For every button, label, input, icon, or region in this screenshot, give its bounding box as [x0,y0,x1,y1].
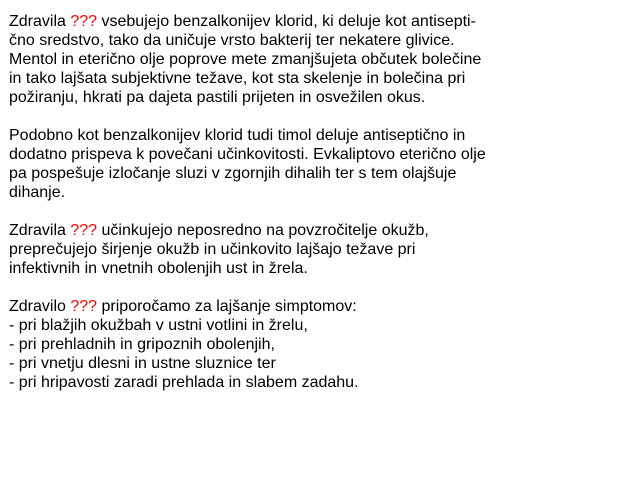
text-line: čno sredstvo, tako da uničuje vrsto bakterij ter nekatere glivice. [9,32,455,49]
paragraph-thymol [9,126,621,202]
list-item: - pri prehladnih in gripoznih obolenjih, [9,336,275,353]
text-fragment: vsebujejo benzalkonijev klorid, ki deluje kot antisepti- [97,13,476,30]
text-line: in tako lajšata subjektivne težave, kot sta skelenje in bolečina pri [9,70,466,87]
document-body [9,12,621,411]
text-line: Mentol in eterično olje poprove mete zmanjšujeta občutek bolečine [9,51,482,68]
paragraph-effect [9,221,621,278]
text-fragment: Zdravilo [9,298,71,315]
list-item: - pri hripavosti zaradi prehlada in slabem zadahu. [9,374,359,391]
text-line [9,297,621,316]
text-fragment: učinkujejo neposredno na povzročitelje okužb, [97,222,429,239]
product-name-placeholder: ??? [70,13,98,30]
text-line: preprečujejo širjenje okužb in učinkovito lajšajo težave pri [9,241,416,258]
text-line [9,221,621,240]
text-fragment: Zdravila [9,222,71,239]
text-line [9,12,621,31]
text-fragment: priporočamo za lajšanje simptomov: [97,298,357,315]
text-line: Podobno kot benzalkonijev klorid tudi timol deluje antiseptično in [9,127,466,144]
list-item: - pri blažjih okužbah v ustni votlini in žrelu, [9,317,308,334]
text-line: dodatno prispeva k povečani učinkovitosti. Evkaliptovo eterično olje [9,146,486,163]
text-fragment: Zdravila [9,13,71,30]
product-name-placeholder: ??? [70,298,98,315]
text-line: pa pospešuje izločanje sluzi v zgornjih dihalih ter s tem olajšuje [9,165,457,182]
list-item: - pri vnetju dlesni in ustne sluznice ter [9,355,276,372]
text-line: dihanje. [9,184,66,201]
text-line: požiranju, hkrati pa dajeta pastili prijeten in osvežilen okus. [9,89,426,106]
paragraph-ingredients [9,12,621,107]
paragraph-indications [9,297,621,392]
text-line: infektivnih in vnetnih obolenjih ust in žrela. [9,260,308,277]
product-name-placeholder: ??? [70,222,98,239]
